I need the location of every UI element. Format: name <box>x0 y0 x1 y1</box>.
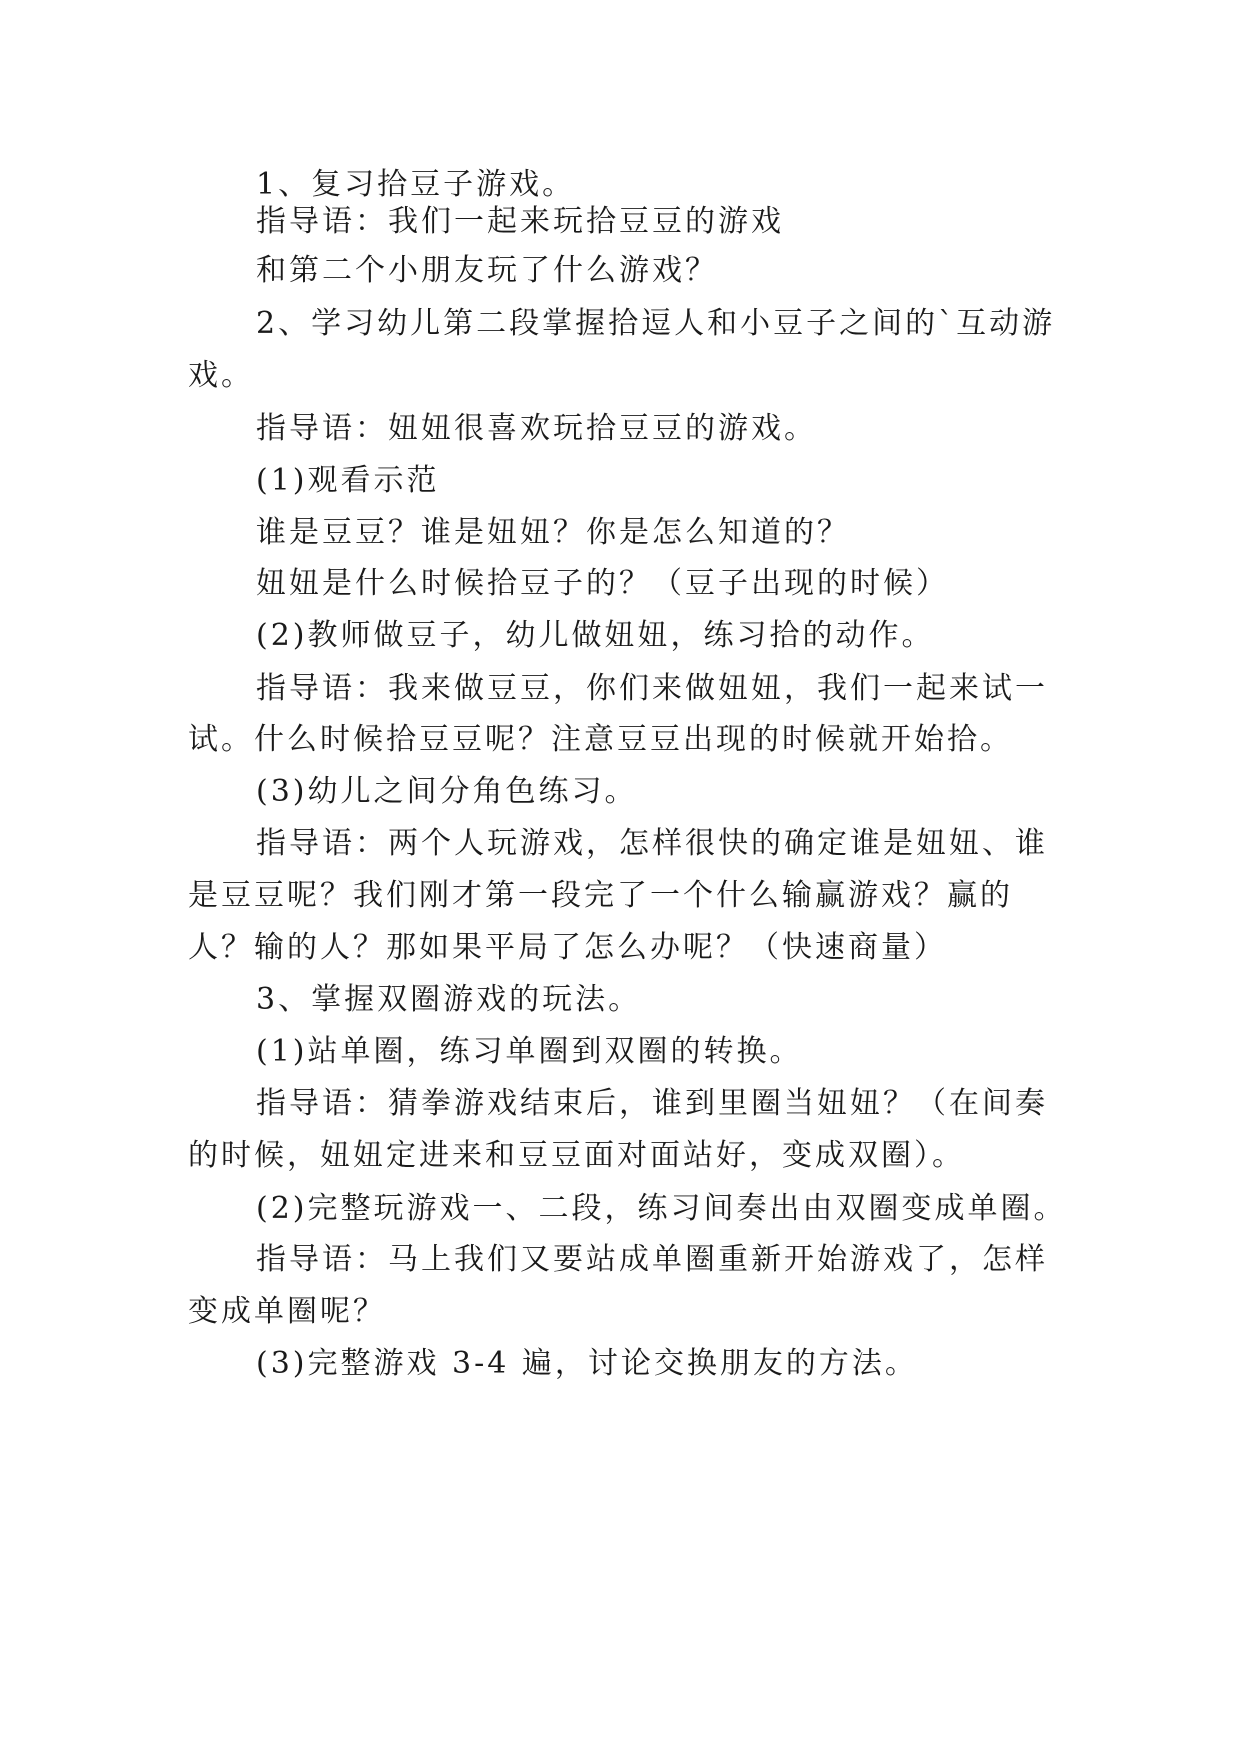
paragraph-line-13: (3)幼儿之间分角色练习。 <box>256 774 638 809</box>
paragraph-line-3: 和第二个小朋友玩了什么游戏？ <box>256 253 718 288</box>
paragraph-line-9: 妞妞是什么时候拾豆子的？（豆子出现的时候） <box>256 566 949 601</box>
paragraph-line-10: (2)教师做豆子，幼儿做妞妞，练习拾的动作。 <box>256 618 935 653</box>
paragraph-line-8: 谁是豆豆？谁是妞妞？你是怎么知道的？ <box>256 515 850 550</box>
paragraph-line-19: 指导语：猜拳游戏结束后，谁到里圈当妞妞？（在间奏 <box>256 1086 1048 1121</box>
paragraph-line-21: (2)完整玩游戏一、二段，练习间奏出由双圈变成单圈。 <box>256 1191 1067 1226</box>
paragraph-line-18: (1)站单圈，练习单圈到双圈的转换。 <box>256 1034 803 1069</box>
paragraph-line-23: 变成单圈呢？ <box>188 1294 386 1329</box>
paragraph-line-11: 指导语：我来做豆豆，你们来做妞妞，我们一起来试一 <box>256 671 1048 706</box>
paragraph-line-15: 是豆豆呢？我们刚才第一段完了一个什么输赢游戏？赢的 <box>188 878 1013 913</box>
paragraph-line-6: 指导语：妞妞很喜欢玩拾豆豆的游戏。 <box>256 411 817 446</box>
paragraph-line-1: 1、复习拾豆子游戏。 <box>256 167 576 202</box>
paragraph-line-22: 指导语：马上我们又要站成单圈重新开始游戏了，怎样 <box>256 1242 1048 1277</box>
paragraph-line-17: 3、掌握双圈游戏的玩法。 <box>256 982 642 1017</box>
paragraph-line-14: 指导语：两个人玩游戏，怎样很快的确定谁是妞妞、谁 <box>256 826 1048 861</box>
paragraph-line-20: 的时候，妞妞定进来和豆豆面对面站好，变成双圈）。 <box>188 1138 965 1173</box>
paragraph-line-5: 戏。 <box>188 358 254 393</box>
paragraph-line-16: 人？输的人？那如果平局了怎么办呢？（快速商量） <box>188 930 947 965</box>
paragraph-line-24: (3)完整游戏 3-4 遍，讨论交换朋友的方法。 <box>256 1346 918 1381</box>
paragraph-line-2: 指导语：我们一起来玩拾豆豆的游戏 <box>256 204 784 239</box>
paragraph-line-4: 2、学习幼儿第二段掌握拾逗人和小豆子之间的`互动游 <box>256 306 1056 341</box>
paragraph-line-12: 试。什么时候拾豆豆呢？注意豆豆出现的时候就开始拾。 <box>188 722 1013 757</box>
paragraph-line-7: (1)观看示范 <box>256 463 440 498</box>
